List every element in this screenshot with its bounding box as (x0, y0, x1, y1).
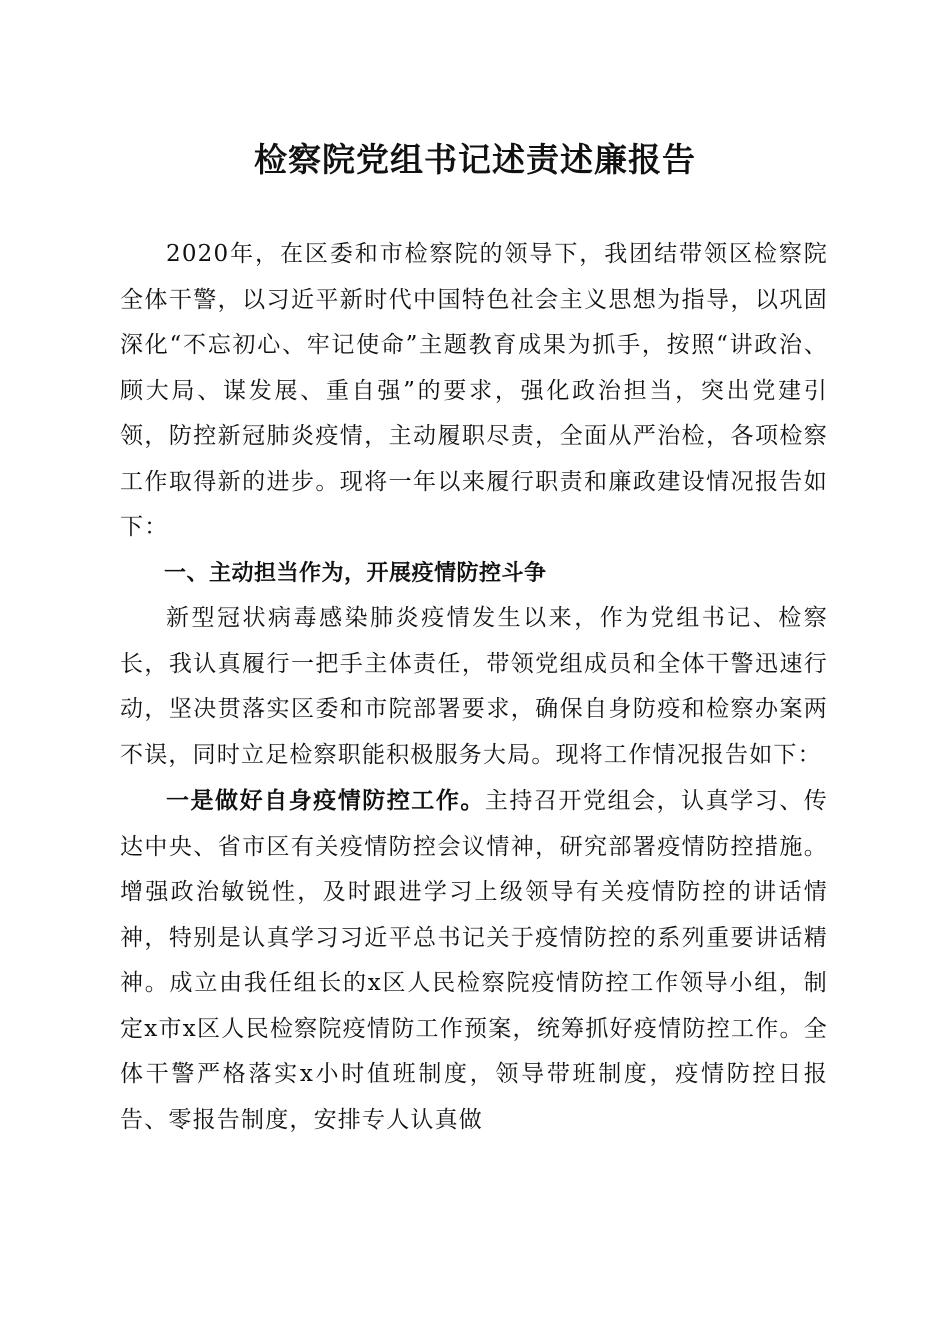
section-1-paragraph: 新型冠状病毒感染肺炎疫情发生以来，作为党组书记、检察长，我认真履行一把手主体责任，带领党组成员和全体干警迅速行动，坚决贯落实区委和市院部署要求，确保自身防疫和检察办案两不误，同时立足检察职能积极服务大局。现将工作情况报告如下： (120, 605, 828, 768)
section-heading-1: 一、主动担当作为，开展疫情防控斗争 (164, 560, 547, 586)
intro-paragraph: 2020年，在区委和市检察院的领导下，我团结带领区检察院全体干警，以习近平新时代中国特色社会主义思想为指导，以巩固深化“不忘初心、牢记使命”主题教育成果为抓手，按照“讲政治、顾大局、谋发展、重自强”的要求，强化政治担当，突出党建引领，防控新冠肺炎疫情，主动履职尽责，全面从严治检，各项检察工作取得新的进步。现将一年以来履行职责和廉政建设情况报告如下： (120, 241, 828, 540)
point-1-paragraph (120, 778, 828, 1143)
point-1-lead: 一是做好自身疫情防控工作。 (166, 787, 485, 814)
document-body (120, 232, 828, 1143)
point-1-body: 主持召开党组会，认真学习、传达中央、省市区有关疫情防控会议情神，研究部署疫情防控措施。增强政治敏锐性，及时跟进学习上级领导有关疫情防控的讲话情神，特别是认真学习习近平总书记关于疫情防控的系列重要讲话精神。成立由我任组长的x区人民检察院疫情防控工作领导小组，制定x市x区人民检察院疫情防工作预案，统筹抓好疫情防控工作。全体干警严格落实x小时值班制度，领导带班制度，疫情防控日报告、零报告制度，安排专人认真做 (120, 788, 828, 1133)
document-title: 检察院党组书记述责述廉报告 (254, 140, 696, 179)
